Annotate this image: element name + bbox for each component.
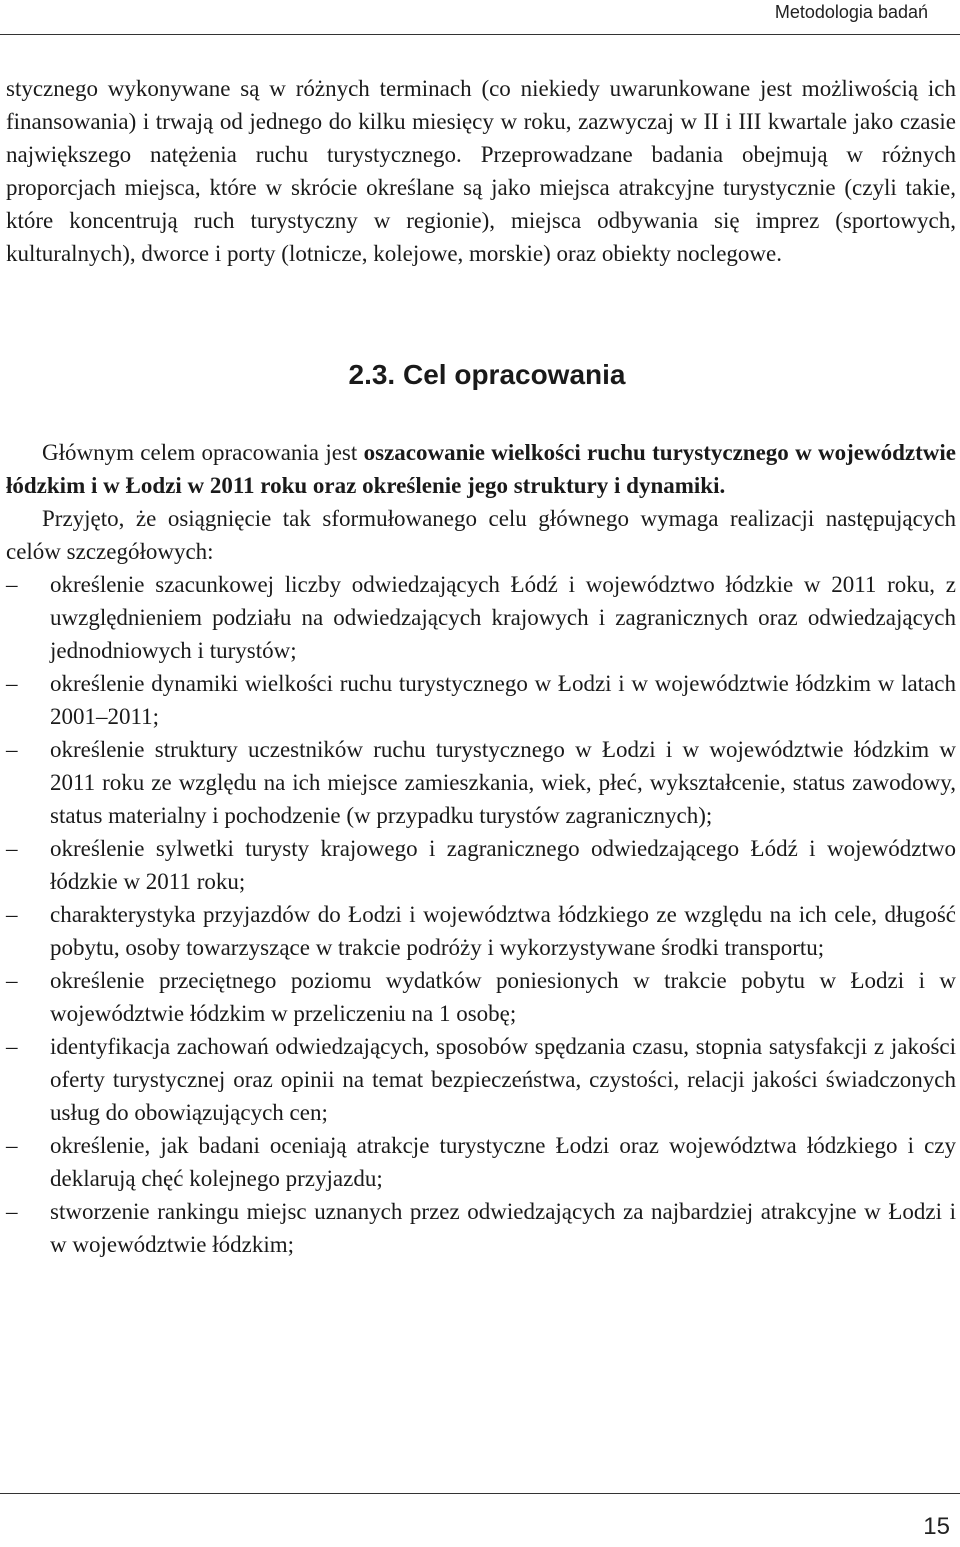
objectives-intro: Przyjęto, że osiągnięcie tak sformułowanego celu głównego wymaga realizacji następujących celów szczegółowych: <box>6 506 956 564</box>
objective-text: określenie sylwetki turysty krajowego i zagranicznego odwiedzającego Łódź i województwo łódzkie w 2011 roku; <box>50 836 956 894</box>
objective-item <box>6 832 956 898</box>
objective-item <box>6 898 956 964</box>
objective-text: identyfikacja zachowań odwiedzających, sposobów spędzania czasu, stopnia satysfakcji z jakości oferty turystycznej oraz opinii na temat bezpieczeństwa, czystości, relacji jakości świadczonych usług do obowiązujących cen; <box>50 1034 956 1125</box>
dash-bullet: – <box>6 737 18 762</box>
intro-paragraph <box>6 72 956 270</box>
objective-text: określenie dynamiki wielkości ruchu turystycznego w Łodzi i w województwie łódzkim w latach 2001–2011; <box>50 671 956 729</box>
dash-bullet: – <box>6 1034 18 1059</box>
objective-text: określenie struktury uczestników ruchu turystycznego w Łodzi i w województwie łódzkim w 2011 roku ze względu na ich miejsce zamieszkania, wiek, płeć, wykształcenie, status zawodowy, status materialny i pochodzenie (w przypadku turystów zagranicznych); <box>50 737 956 828</box>
main-goal-lead: Głównym celem opracowania jest <box>42 440 364 465</box>
objective-text: określenie szacunkowej liczby odwiedzających Łódź i województwo łódzkie w 2011 roku, z uwzględnieniem podziału na odwiedzających krajowych i zagranicznych oraz odwiedzających jednodniowych i turystów; <box>50 572 956 663</box>
intro-text-part2: Przeprowadzane badania obejmują w różnych proporcjach miejsca, które w skrócie określane są jako miejsca atrakcyjne turystycznie (czyli takie, które koncentrują ruch turystyczny w regionie), miejsca odbywania się imprez (sportowych, kulturalnych), dworce i porty (lotnicze, kolejowe, morskie) oraz obiekty noclegowe. <box>6 142 956 266</box>
header-divider <box>0 34 960 35</box>
section-heading: 2.3. Cel opracowania <box>348 359 626 390</box>
objective-item <box>6 1030 956 1129</box>
objective-text: charakterystyka przyjazdów do Łodzi i województwa łódzkiego ze względu na ich cele, długość pobytu, osoby towarzyszące w trakcie podróży i wykorzystywane środki transportu; <box>50 902 956 960</box>
objective-item <box>6 568 956 667</box>
objective-text: określenie, jak badani oceniają atrakcje turystyczne Łodzi oraz województwa łódzkiego i czy deklarują chęć kolejnego przyjazdu; <box>50 1133 956 1191</box>
dash-bullet: – <box>6 968 18 993</box>
dash-bullet: – <box>6 572 18 597</box>
objective-item <box>6 1129 956 1195</box>
intro-text-part1: stycznego wykonywane są w różnych terminach (co niekiedy uwarunkowane jest możliwością ich finansowania) i trwają od jednego do kilku miesięcy w roku, zazwyczaj w II i III kwartale jako czasie największego natężenia ruchu turystycznego. <box>6 76 956 167</box>
objectives-list <box>6 568 956 1261</box>
footer-divider <box>0 1493 960 1494</box>
main-goal-statement: oszacowanie wielkości ruchu turystycznego w województwie łódzkim i w Łodzi w 2011 roku oraz określenie jego struktury i dynamiki. <box>6 440 956 498</box>
objective-item <box>6 964 956 1030</box>
dash-bullet: – <box>6 1199 18 1224</box>
dash-bullet: – <box>6 836 18 861</box>
running-header: Metodologia badań <box>774 2 928 22</box>
dash-bullet: – <box>6 671 18 696</box>
objective-item <box>6 733 956 832</box>
dash-bullet: – <box>6 902 18 927</box>
dash-bullet: – <box>6 1133 18 1158</box>
main-goal-paragraph <box>6 436 956 502</box>
objective-text: stworzenie rankingu miejsc uznanych przez odwiedzających za najbardziej atrakcyjne w Łodzi i w województwie łódzkim; <box>50 1199 956 1257</box>
page-number: 15 <box>923 1513 950 1540</box>
objective-item <box>6 1195 956 1261</box>
page-body <box>6 72 956 1261</box>
objective-item <box>6 667 956 733</box>
objective-text: określenie przeciętnego poziomu wydatków poniesionych w trakcie pobytu w Łodzi i w województwie łódzkim w przeliczeniu na 1 osobę; <box>50 968 956 1026</box>
